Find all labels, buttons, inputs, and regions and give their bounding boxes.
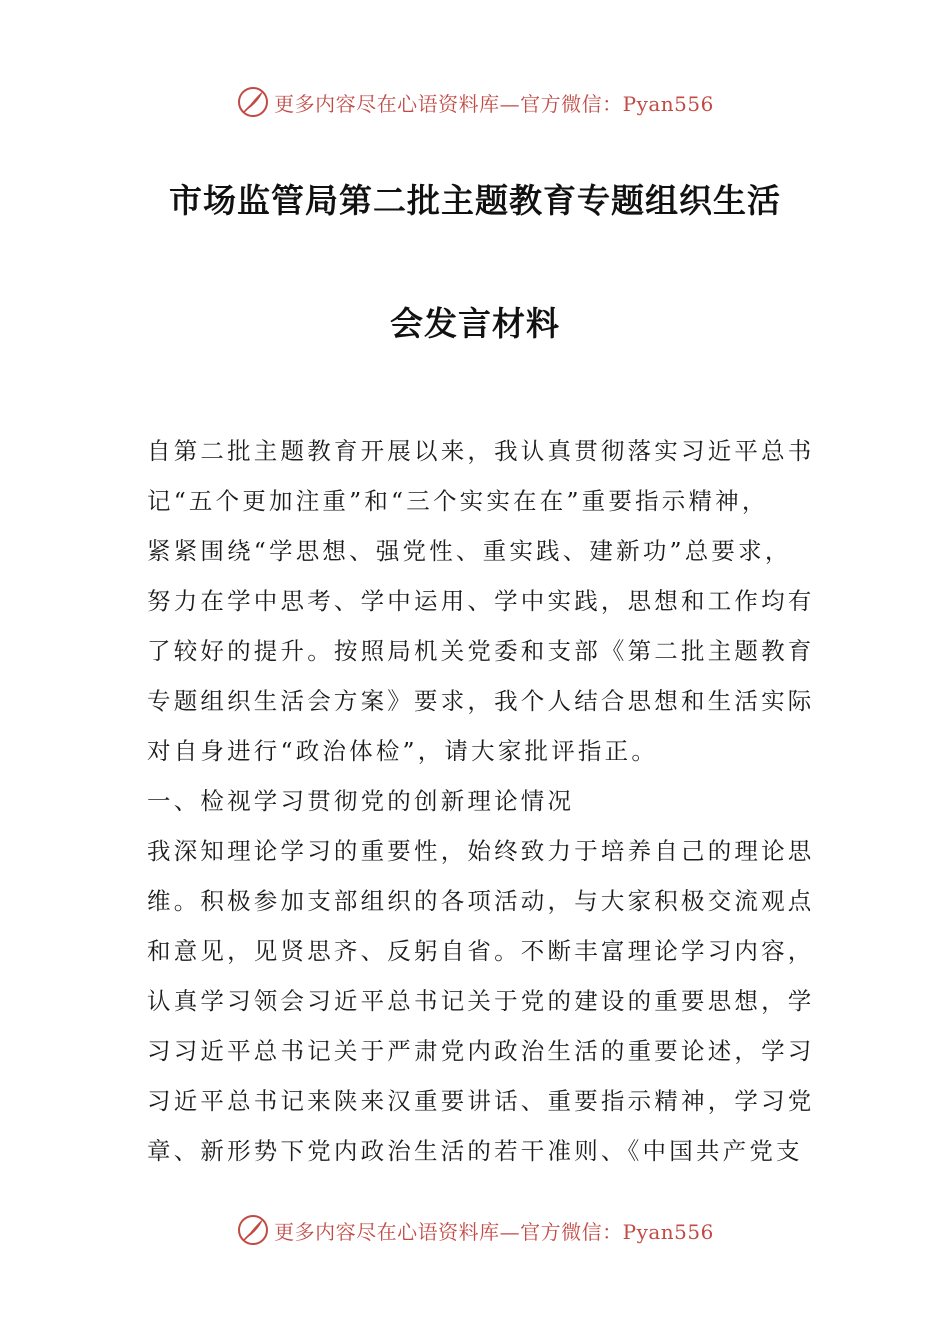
body-line: 习习近平总书记关于严肃党内政治生活的重要论述，学习 (147, 1037, 815, 1065)
body-line: 习近平总书记来陕来汉重要讲话、重要指示精神，学习党 (147, 1087, 815, 1115)
body-line: 自第二批主题教育开展以来，我认真贯彻落实习近平总书 (147, 437, 815, 465)
section-heading: 一、检视学习贯彻党的创新理论情况 (147, 787, 575, 815)
body-line: 维。积极参加支部组织的各项活动，与大家积极交流观点 (147, 887, 815, 915)
body-line: 努力在学中思考、学中运用、学中实践，思想和工作均有 (147, 587, 815, 615)
body-line: 认真学习领会习近平总书记关于党的建设的重要思想，学 (147, 987, 815, 1015)
watermark-text: 更多内容尽在心语资料库—官方微信：Pyan556 (274, 91, 714, 116)
body-line: 我深知理论学习的重要性，始终致力于培养自己的理论思 (147, 837, 815, 865)
body-line: 对自身进行“政治体检”，请大家批评指正。 (147, 737, 659, 765)
body-line: 紧紧围绕“学思想、强党性、重实践、建新功”总要求， (147, 537, 792, 565)
body-line: 记“五个更加注重”和“三个实实在在”重要指示精神， (147, 487, 769, 515)
document-title-line-1: 市场监管局第二批主题教育专题组织生活 (169, 181, 781, 220)
body-line: 和意见，见贤思齐、反躬自省。不断丰富理论学习内容， (147, 937, 815, 965)
watermark-banner-bottom (0, 1208, 950, 1252)
feather-pen-logo-icon (236, 1213, 270, 1247)
body-line: 专题组织生活会方案》要求，我个人结合思想和生活实际 (147, 687, 815, 715)
body-line: 章、新形势下党内政治生活的若干准则、《中国共产党支 (147, 1137, 803, 1165)
watermark-text: 更多内容尽在心语资料库—官方微信：Pyan556 (274, 1219, 714, 1244)
watermark-banner-top (0, 80, 950, 124)
document-title-line-2: 会发言材料 (390, 304, 560, 343)
feather-pen-logo-icon (236, 85, 270, 119)
body-line: 了较好的提升。按照局机关党委和支部《第二批主题教育 (147, 637, 815, 665)
